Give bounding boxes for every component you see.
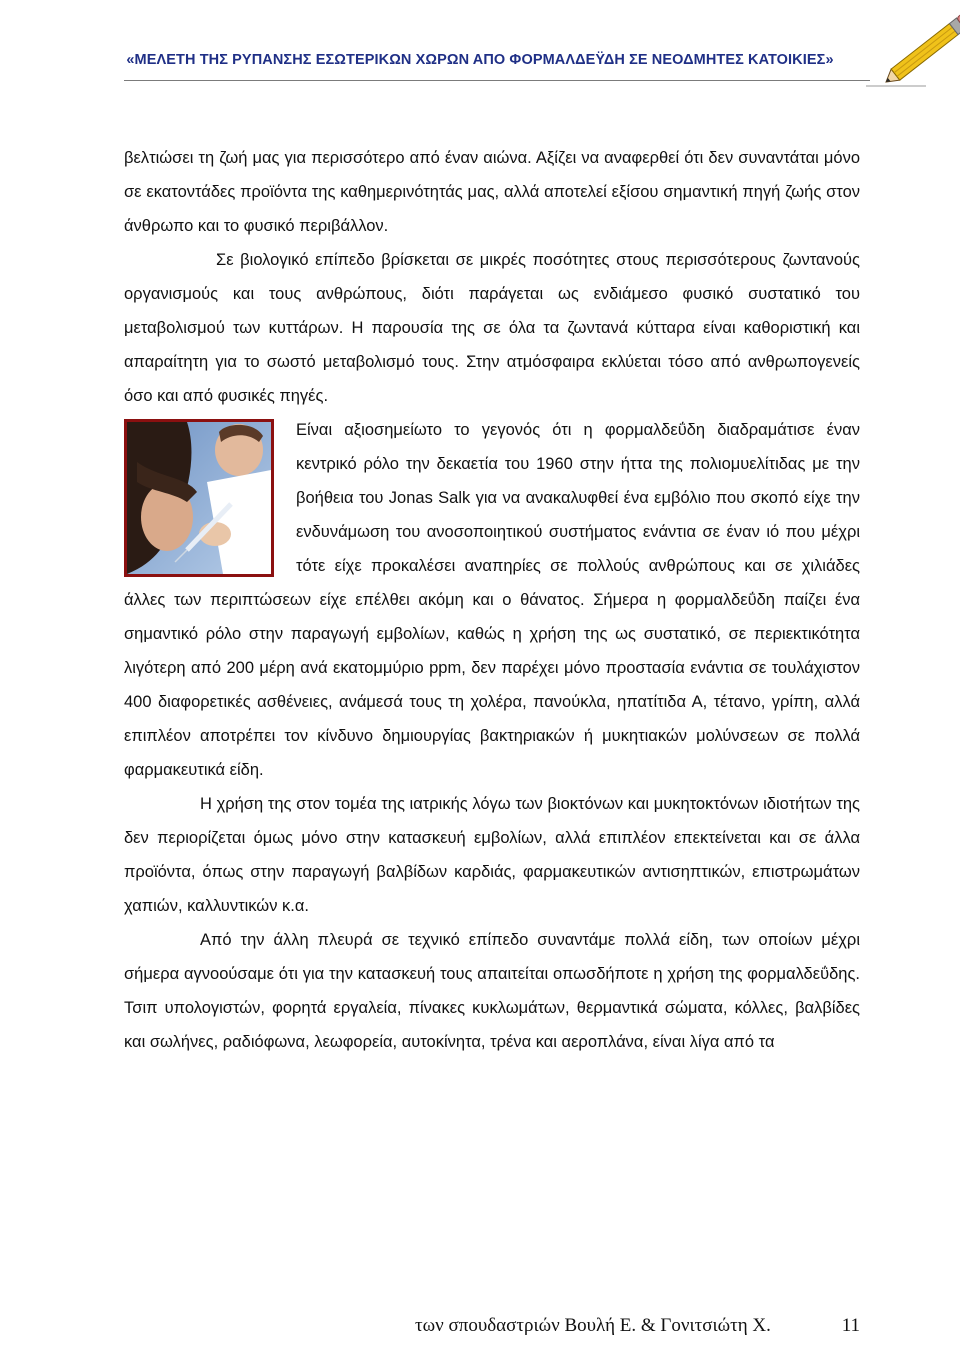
paragraph: Είναι αξιοσημείωτο το γεγονός ότι η φορμαλδεΰδη διαδραμάτισε έναν κεντρικό ρόλο την δεκαετία του 1960 στην ήττα της πολιομυελίτιδας με την βοήθεια του Jonas Salk για να ανακαλυφθεί ένα εμβόλιο που σκοπό είχε την ενδυνάμωση του ανοσοποιητικού συστήματος ενάντια σε έναν ιό που μέχρι τότε είχε προκαλέσει αναπηρίες σε πολλούς ανθρώπους και σε χιλιάδες άλλες των περιπτώσεων είχε επέλθει ακόμη και ο θάνατος. Σήμερα η φορμαλδεΰδη παίζει ένα σημαντικό ρόλο στην παραγωγή εμβολίων, καθώς η χρήση της ως συστατικό, σε περιεκτικότητα λιγότερη από 200 μέρη ανά εκατομμύριο ppm, δεν παρέχει μόνο προστασία ενάντια σε τουλάχιστον 400 διαφορετικές ασθένειες, ανάμεσά τους τη χολέρα, πανούκλα, ηπατίτιδα Α, τέτανο, γρίπη, αλλά επιπλέον αποτρέπει τον κίνδυνο δημιουργίας βακτηριακών ή μυκητιακών μολύνσεων σε πολλά φαρμακευτικά είδη.: [124, 421, 860, 779]
footer-authors: των σπουδαστριών Βουλή Ε. & Γονιτσιώτη Χ.: [415, 1315, 771, 1336]
page-number: 11: [841, 1315, 860, 1336]
vaccination-photo: [124, 419, 274, 577]
page-footer: [415, 1313, 860, 1341]
paragraph: Από την άλλη πλευρά σε τεχνικό επίπεδο συναντάμε πολλά είδη, των οποίων μέχρι σήμερα αγνοούσαμε ότι για την κατασκευή τους απαιτείται οπωσδήποτε η χρήση της φορμαλδεΰδης. Τσιπ υπολογιστών, φορητά εργαλεία, πίνακες κυκλωμάτων, θερμαντικά σώματα, κόλλες, βαλβίδες και σωλήνες, ραδιόφωνα, λεωφορεία, αυτοκίνητα, τρένα και αεροπλάνα, είναι λίγα από τα: [124, 931, 860, 1051]
header-divider: [124, 80, 870, 81]
paragraph: βελτιώσει τη ζωή μας για περισσότερο από έναν αιώνα. Αξίζει να αναφερθεί ότι δεν συναντάται μόνο σε εκατοντάδες προϊόντα της καθημερινότητάς μας, αλλά αποτελεί εξίσου σημαντική πηγή ζωής στον άνθρωπο και το φυσικό περιβάλλον.: [124, 149, 860, 235]
header-title: «ΜΕΛΕΤΗ ΤΗΣ ΡΥΠΑΝΣΗΣ ΕΣΩΤΕΡΙΚΩΝ ΧΩΡΩΝ ΑΠΟ ΦΟΡΜΑΛΔΕΫΔΗ ΣΕ ΝΕΟΔΜΗΤΕΣ ΚΑΤΟΙΚΙΕΣ»: [126, 52, 834, 68]
paragraph: Σε βιολογικό επίπεδο βρίσκεται σε μικρές ποσότητες στους περισσότερους ζωντανούς οργανισμούς και τους ανθρώπους, διότι παράγεται ως ενδιάμεσο φυσικό συστατικό του μεταβολισμού των κυττάρων. Η παρουσία της σε όλα τα ζωντανά κύτταρα είναι καθοριστική και απαραίτητη για το σωστό μεταβολισμό τους. Στην ατμόσφαιρα εκλύεται τόσο από ανθρωπογενείς όσο και από φυσικές πηγές.: [124, 251, 860, 405]
pencil-icon: [866, 0, 960, 90]
document-body: [124, 141, 860, 1059]
paragraph: Η χρήση της στον τομέα της ιατρικής λόγω των βιοκτόνων και μυκητοκτόνων ιδιοτήτων της δεν περιορίζεται όμως μόνο στην κατασκευή εμβολίων, αλλά επιπλέον επεκτείνεται και σε άλλα προϊόντα, όπως στην παραγωγή βαλβίδων καρδιάς, φαρμακευτικών αντισηπτικών, επιστρωμάτων χαπιών, καλλυντικών κ.α.: [124, 795, 860, 915]
